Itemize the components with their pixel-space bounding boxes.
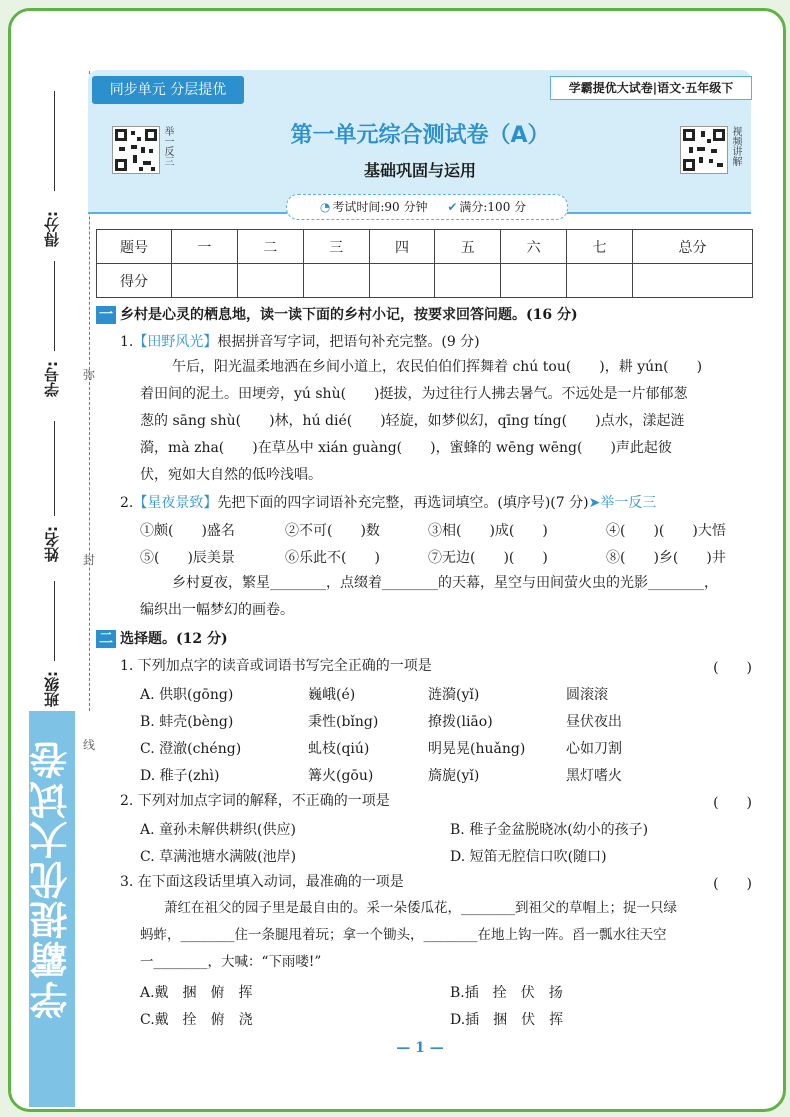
s1-q1-number: 1. [120, 334, 134, 350]
clock-icon: ◔ [319, 200, 331, 214]
option-item: C. 澄澈(chéng) [140, 741, 242, 757]
option-item: 黑灯嗜火 [566, 768, 622, 784]
option-item: 篝火(gōu) [308, 768, 374, 784]
check-icon: ✔ [447, 200, 458, 214]
option-item: B.插 拴 伏 扬 [450, 985, 563, 1001]
s1-q2-heading [120, 494, 656, 512]
option-item: D. 稚子(zhì) [140, 768, 220, 784]
score-table-header-row [97, 230, 753, 264]
brand-text: 学霸提优大试卷 [30, 739, 74, 1019]
score-cell[interactable] [303, 264, 369, 298]
s2-q2-options-row-1 [140, 819, 752, 839]
qr-code-left-icon[interactable] [112, 126, 160, 174]
fill-line: 乡村夏夜，繁星________，点缀着________的天幕，星空与田间萤火虫的光影________， [172, 575, 718, 591]
idiom-item: ④( )( )大悟 [606, 523, 726, 539]
option-item: D.插 捆 伏 挥 [450, 1012, 564, 1028]
option-item: 涟漪(yǐ) [428, 687, 480, 703]
s2-q1-option-b [140, 711, 752, 731]
score-row-label: 得分 [97, 264, 172, 298]
s2-q3-passage [140, 895, 760, 976]
option-item: A. 供职(gōng) [140, 687, 234, 703]
qr-left-caption: 举一反三 [162, 126, 173, 166]
option-item: 明晃晃(huǎng) [428, 741, 526, 757]
section-1-title: 乡村是心灵的栖息地，读一读下面的乡村小记，按要求回答问题。(16 分) [120, 307, 578, 323]
page-number: — 1 — [396, 1040, 444, 1056]
s2-q3-text: 3. 在下面这段话里填入动词，最准确的一项是 [120, 874, 404, 890]
score-table-header-cell: 题号 [97, 230, 172, 264]
s2-q1-option-d [140, 765, 752, 785]
idiom-item: ⑥乐此不( ) [285, 550, 380, 566]
s1-q1-line: 葱的 sāng shù( )林，hú dié( )轻旋，如梦似幻，qīng tíng( )点水，漾起涟 [140, 413, 685, 429]
option-item: 心如刀割 [566, 741, 622, 757]
score-field-label: 得分: [43, 211, 61, 247]
exam-full-score: 满分:100 分 [459, 200, 527, 214]
score-table-header-cell: 一 [172, 230, 238, 264]
score-cell[interactable] [369, 264, 435, 298]
option-item: D. 短笛无腔信口吹(随口) [450, 849, 607, 865]
series-label: 学霸提优大试卷|语文·五年级下 [550, 76, 752, 100]
s1-q1-text: 根据拼音写字词，把语句补充完整。(9 分) [217, 334, 480, 350]
score-field-line[interactable] [54, 91, 55, 191]
header-tag: 同步单元 分层提优 [92, 76, 244, 104]
s2-q1-option-c [140, 738, 752, 758]
s1-q1-line: 漪，mà zha( )在草丛中 xián guàng( )，蜜蜂的 wēng wēng( )声此起彼 [140, 440, 672, 456]
s2-q1-text: 1. 下列加点字的读音或词语书写完全正确的一项是 [120, 658, 432, 674]
option-item: A. 童孙未解供耕织(供应) [140, 822, 296, 838]
page-title: 第一单元综合测试卷（A） [290, 123, 550, 148]
idiom-item: ⑧( )乡( )井 [606, 550, 726, 566]
seal-mark-mi: 弥 [83, 368, 96, 382]
fill-line: 编织出一幅梦幻的画卷。 [140, 602, 294, 618]
class-field-line[interactable] [54, 581, 55, 661]
page-subtitle: 基础巩固与运用 [363, 161, 476, 180]
score-table-header-cell: 三 [303, 230, 369, 264]
score-cell[interactable] [632, 264, 752, 298]
option-item: 巍峨(é) [308, 687, 356, 703]
s2-q3-options-row-2 [140, 1009, 752, 1029]
s2-q1-answer-box[interactable]: ( ) [713, 660, 752, 676]
option-item: 秉性(bǐng) [308, 714, 379, 730]
s1-q1-heading [120, 333, 480, 351]
s1-q1-line: 着田间的泥土。田埂旁，yú shù( )挺拔，为过往行人拂去暑气。不远处是一片郁郁葱 [140, 386, 688, 402]
student-id-field-line[interactable] [54, 261, 55, 351]
s1-q1-line: 午后，阳光温柔地洒在乡间小道上，农民伯伯们挥舞着 chú tou( )，耕 yún( ) [172, 359, 703, 375]
option-item: C.戴 拴 俯 浇 [140, 1012, 253, 1028]
idiom-item: ⑦无边( )( ) [428, 550, 548, 566]
exam-info-bar [286, 194, 568, 220]
section-2-number: 二 [96, 630, 116, 648]
passage-line: 萧红在祖父的园子里是最自由的。采一朵倭瓜花，________到祖父的草帽上；捉一只绿 [164, 900, 677, 916]
section-2-heading [96, 630, 228, 648]
qr-code-right-icon[interactable] [680, 126, 728, 174]
idiom-row-2 [140, 547, 752, 567]
score-cell[interactable] [172, 264, 238, 298]
s1-q2-extra-link[interactable]: ➤举一反三 [588, 495, 657, 511]
qr-right-caption: 视频讲解 [730, 126, 741, 166]
option-item: C. 草满池塘水满陂(池岸) [140, 849, 297, 865]
s1-q1-line: 伏，宛如大自然的低吟浅唱。 [140, 467, 322, 483]
class-field-label: 班级: [43, 671, 61, 707]
name-field-label: 姓名: [43, 526, 61, 562]
option-item: 虬枝(qiú) [308, 741, 370, 757]
section-1-number: 一 [96, 306, 116, 324]
option-item: A.戴 捆 俯 挥 [140, 985, 253, 1001]
section-1-heading [96, 306, 578, 324]
name-field-line[interactable] [54, 421, 55, 516]
seal-mark-feng: 封 [83, 553, 96, 567]
s2-q1-option-a [140, 684, 752, 704]
s2-q3-options-row-1 [140, 982, 752, 1002]
option-item: 旖旎(yǐ) [428, 768, 480, 784]
student-id-field-label: 学号: [43, 361, 61, 397]
score-cell[interactable] [237, 264, 303, 298]
seal-mark-xian: 线 [83, 738, 96, 752]
score-table-header-cell: 五 [435, 230, 501, 264]
s1-q1-tag: 【田野风光】 [133, 334, 218, 350]
s2-q2-answer-box[interactable]: ( ) [713, 795, 752, 811]
score-table-header-cell: 总分 [632, 230, 752, 264]
s2-q3-answer-box[interactable]: ( ) [713, 876, 752, 892]
score-table-header-cell: 六 [501, 230, 567, 264]
idiom-item: ①颇( )盛名 [140, 523, 235, 539]
s2-q2-options-row-2 [140, 846, 752, 866]
score-table-header-cell: 四 [369, 230, 435, 264]
score-cell[interactable] [501, 264, 567, 298]
passage-line: 蚂蚱，________住一条腿甩着玩；拿一个锄头，________在地上钩一阵。舀一瓢水往天空 [140, 927, 667, 943]
option-item: 昼伏夜出 [566, 714, 622, 730]
option-item: B. 蚌壳(bèng) [140, 714, 234, 730]
option-item: B. 稚子金盆脱晓冰(幼小的孩子) [450, 822, 649, 838]
s1-q2-fill-passage [140, 570, 752, 624]
score-table [96, 229, 753, 298]
s1-q2-tag: 【星夜景致】 [133, 495, 218, 511]
option-item: 撩拨(liāo) [428, 714, 493, 730]
section-2-title: 选择题。(12 分) [120, 631, 228, 647]
score-table-header-cell: 二 [237, 230, 303, 264]
score-table-header-cell: 七 [567, 230, 633, 264]
idiom-row-1 [140, 520, 752, 540]
idiom-item: ⑤( )辰美景 [140, 550, 235, 566]
idiom-item: ②不可( )数 [285, 523, 380, 539]
s1-q1-passage [140, 354, 752, 489]
s1-q2-number: 2. [120, 495, 134, 511]
option-item: 圆滚滚 [566, 687, 608, 703]
score-cell[interactable] [567, 264, 633, 298]
score-cell[interactable] [435, 264, 501, 298]
passage-line: 一________，大喊：“下雨喽!” [140, 954, 322, 970]
score-table-score-row [97, 264, 753, 298]
s1-q2-text: 先把下面的四字词语补充完整，再选词填空。(填序号)(7 分) [217, 495, 589, 511]
s2-q2-text: 2. 下列对加点字词的解释，不正确的一项是 [120, 793, 390, 809]
idiom-item: ③相( )成( ) [428, 523, 548, 539]
exam-time: 考试时间:90 分钟 [332, 200, 428, 214]
